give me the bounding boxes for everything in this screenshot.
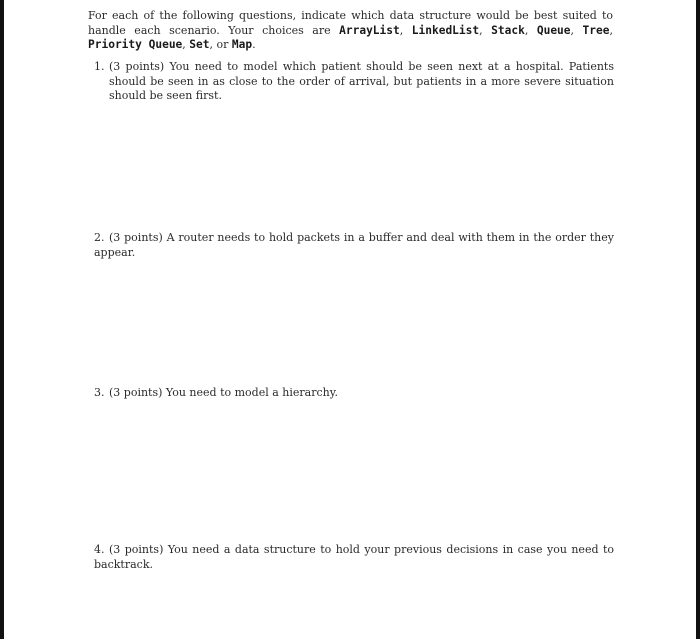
question-points: (3 points)	[109, 386, 163, 399]
choice-queue: Queue	[536, 23, 571, 37]
question-number: 1.	[94, 60, 105, 73]
question-4	[94, 543, 614, 572]
separator: ,	[399, 23, 412, 37]
document-page	[88, 9, 613, 53]
choice-stack: Stack	[491, 23, 525, 37]
choice-tree: Tree	[582, 23, 610, 37]
question-points: (3 points)	[109, 60, 165, 73]
question-3	[94, 386, 614, 401]
instructions-text: For each of the following questions, indicate which data structure would be best suited to handle each scenario. Your choices are	[88, 9, 613, 37]
question-text: You need to model which patient should be seen next at a hospital. Patients should be seen in as close to the order of arrival, but patients in a more severe situation should be seen first.	[109, 60, 614, 102]
question-text: A router needs to hold packets in a buffer and deal with them in the order they appear.	[94, 231, 614, 259]
question-points: (3 points)	[109, 543, 164, 556]
question-1	[94, 60, 614, 104]
question-number: 4.	[94, 543, 105, 556]
separator: ,	[182, 38, 190, 51]
separator: ,	[570, 23, 583, 37]
left-border	[0, 0, 4, 639]
separator: ,	[524, 23, 537, 37]
choice-linkedlist: LinkedList	[411, 23, 480, 37]
separator: ,	[479, 23, 492, 37]
separator-or: , or	[209, 38, 232, 51]
instructions-paragraph	[88, 9, 613, 53]
period: .	[252, 38, 256, 51]
right-border	[696, 0, 700, 639]
question-body	[109, 60, 614, 104]
question-number: 2.	[94, 231, 105, 244]
separator: ,	[609, 23, 613, 37]
choice-priority-queue: Priority Queue	[88, 38, 183, 51]
choice-set: Set	[189, 38, 210, 51]
question-text: You need to model a hierarchy.	[165, 386, 338, 399]
question-number: 3.	[94, 386, 105, 399]
choice-arraylist: ArrayList	[339, 23, 400, 37]
question-text: You need a data structure to hold your previous decisions in case you need to backtrack.	[94, 543, 614, 571]
choice-map: Map	[231, 38, 253, 51]
question-points: (3 points)	[109, 231, 163, 244]
question-2	[94, 231, 614, 260]
